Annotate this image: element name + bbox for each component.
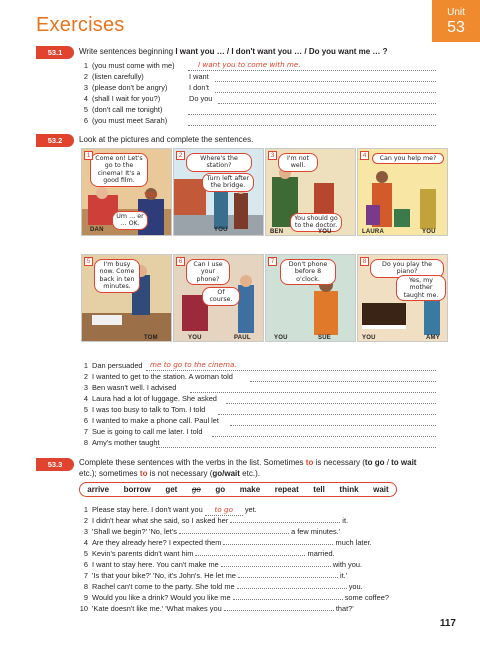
verb-word: get <box>165 485 178 494</box>
verb-word: arrive <box>87 485 110 494</box>
list-item: 6 (you must meet Sarah) <box>83 116 168 125</box>
picture-panel-2: 2 Where's the station? Turn left after the bridge. YOU <box>173 148 264 236</box>
speech-bubble: I'm not well. <box>278 153 318 172</box>
exercise-badge-53-2: 53.2 <box>36 134 74 147</box>
speech-bubble: Turn left after the bridge. <box>202 173 254 192</box>
verb-word-used: go <box>191 485 201 494</box>
answer-example: I want you to come with me. <box>198 60 301 69</box>
person-label: DAN <box>90 227 104 233</box>
list-item: 3 Ben wasn't well. I advised <box>83 383 177 392</box>
instruction-text: Write sentences beginning <box>79 47 176 56</box>
exercise-badge-53-3: 53.3 <box>36 458 74 471</box>
picture-panel-4: 4 Can you help me? LAURA YOU <box>357 148 448 236</box>
answer-line[interactable] <box>188 114 436 115</box>
list-item: 9 Would you like a drink? Would you like me some coffee? <box>83 593 389 602</box>
answer-example: me to go to the cinema. <box>150 360 237 369</box>
answer-line[interactable] <box>156 447 436 448</box>
exercise-instruction-53-2: Look at the pictures and complete the sentences. <box>79 135 254 144</box>
picture-panel-8: 8 Do you play the piano? Yes, my mother taught me. YOU AMY <box>357 254 448 342</box>
speech-bubble: Yes, my mother taught me. <box>396 275 446 301</box>
answer-blank[interactable] <box>224 610 334 611</box>
person-label: PAUL <box>234 335 251 341</box>
verb-word: think <box>339 485 359 494</box>
verb-word: repeat <box>274 485 299 494</box>
sentence-start: Do you <box>189 94 213 103</box>
list-item: 2 (listen carefully) <box>83 72 144 81</box>
answer-line[interactable] <box>215 92 436 93</box>
verb-word: borrow <box>123 485 151 494</box>
answer-line[interactable] <box>226 403 436 404</box>
speech-bubble: Um … er … OK. <box>112 211 148 230</box>
verb-word: tell <box>313 485 325 494</box>
list-item: 2 I wanted to get to the station. A woman told <box>83 372 233 381</box>
picture-panel-7: 7 Don't phone before 8 o'clock. YOU SUE <box>265 254 356 342</box>
answer-line[interactable] <box>250 381 436 382</box>
person-label: YOU <box>144 193 158 199</box>
list-item: 6 I want to stay here. You can't make me with you. <box>83 560 363 569</box>
answer-blank[interactable] <box>233 599 343 600</box>
answer-blank[interactable] <box>223 544 333 545</box>
answer-blank[interactable] <box>179 533 289 534</box>
list-item: 1 Please stay here. I don't want you to go yet. <box>83 505 257 514</box>
person-label: YOU <box>188 335 202 341</box>
person-label: BEN <box>270 229 284 235</box>
person-label: SUE <box>318 335 331 341</box>
list-item: 4 (shall I wait for you?) <box>83 94 161 103</box>
list-item: 7 Sue is going to call me later. I told <box>83 427 203 436</box>
list-item: 1 Dan persuaded <box>83 361 143 370</box>
list-item: 6 I wanted to make a phone call. Paul let <box>83 416 219 425</box>
exercise-instruction-53-1 <box>79 46 439 57</box>
list-item: 4 Laura had a lot of luggage. She asked <box>83 394 217 403</box>
speech-bubble: Do you play the piano? <box>370 259 444 278</box>
speech-bubble: I'm busy now. Come back in ten minutes. <box>94 259 140 293</box>
list-item: 10 'Kate doesn't like me.' 'What makes you that?' <box>79 604 354 613</box>
sentence-start: I want <box>189 72 209 81</box>
unit-number: 53 <box>447 19 465 36</box>
unit-tab <box>432 0 480 42</box>
speech-bubble: Can you help me? <box>372 153 444 164</box>
speech-bubble: Can I use your phone? <box>186 259 230 285</box>
person-label: YOU <box>274 335 288 341</box>
picture-panel-3: 3 I'm not well. You should go to the doctor. BEN YOU <box>265 148 356 236</box>
unit-label: Unit <box>447 7 465 18</box>
person-label: YOU <box>214 227 228 233</box>
list-item: 3 (please don't be angry) <box>83 83 168 92</box>
verb-word: go <box>215 485 226 494</box>
answer-line[interactable] <box>188 70 436 71</box>
answer-line[interactable] <box>230 425 436 426</box>
list-item: 8 Rachel can't come to the party. She told me you. <box>83 582 363 591</box>
list-item: 2 I didn't hear what she said, so I asked her it. <box>83 516 349 525</box>
exercise-badge-53-1: 53.1 <box>36 46 74 59</box>
person-label: LAURA <box>362 229 384 235</box>
list-item: 5 (don't call me tonight) <box>83 105 163 114</box>
verb-list-box <box>79 482 397 497</box>
exercise-instruction-53-3: Complete these sentences with the verbs in the list. Sometimes to is necessary (to go / to wait etc.); sometimes to is not necessary (go/wait etc.). <box>79 458 417 478</box>
list-item: 3 'Shall we begin?' 'No, let's a few minutes.' <box>83 527 341 536</box>
person-label: YOU <box>422 229 436 235</box>
answer-blank[interactable] <box>221 566 331 567</box>
speech-bubble: Where's the station? <box>186 153 252 172</box>
person-label: YOU <box>362 335 376 341</box>
page-title: Exercises <box>36 14 125 36</box>
page-number: 117 <box>439 618 456 629</box>
instruction-bold: I want you … / I don't want you … / Do you want me … ? <box>175 47 388 56</box>
answer-line[interactable] <box>188 125 436 126</box>
sentence-start: I don't <box>189 83 209 92</box>
list-item: 7 'Is that your bike?' 'No, it's John's. He let me it.' <box>83 571 348 580</box>
list-item: 5 I was too busy to talk to Tom. I told <box>83 405 206 414</box>
answer-blank[interactable] <box>238 577 338 578</box>
list-item: 5 Kevin's parents didn't want him married. <box>83 549 335 558</box>
person-label: AMY <box>426 335 440 341</box>
list-item: 1 (you must come with me) <box>83 61 175 70</box>
verb-word: make <box>239 485 261 494</box>
person-label: YOU <box>318 229 332 235</box>
answer-example[interactable]: to go <box>205 505 243 516</box>
speech-bubble: You should go to the doctor. <box>290 213 342 232</box>
picture-panel-5: 5 I'm busy now. Come back in ten minutes. TOM <box>81 254 172 342</box>
list-item: 8 Amy's mother taught <box>83 438 160 447</box>
list-item: 4 Are they already here? I expected them much later. <box>83 538 372 547</box>
answer-blank[interactable] <box>237 588 347 589</box>
picture-panel-1: 1 Come on! Let's go to the cinema! It's a good film. Um … er … OK. YOU DAN <box>81 148 172 236</box>
answer-blank[interactable] <box>195 555 305 556</box>
answer-blank[interactable] <box>230 522 340 523</box>
answer-line[interactable] <box>212 436 436 437</box>
speech-bubble: Don't phone before 8 o'clock. <box>280 259 336 285</box>
answer-line[interactable] <box>215 81 436 82</box>
answer-line[interactable] <box>218 414 436 415</box>
picture-panel-6: 6 Can I use your phone? Of course. YOU PAUL <box>173 254 264 342</box>
answer-line[interactable] <box>146 370 436 371</box>
speech-bubble: Of course. <box>202 287 240 306</box>
answer-line[interactable] <box>218 103 436 104</box>
speech-bubble: Come on! Let's go to the cinema! It's a good film. <box>90 153 148 187</box>
person-label: TOM <box>144 335 158 341</box>
answer-line[interactable] <box>190 392 436 393</box>
verb-word: wait <box>373 485 389 494</box>
